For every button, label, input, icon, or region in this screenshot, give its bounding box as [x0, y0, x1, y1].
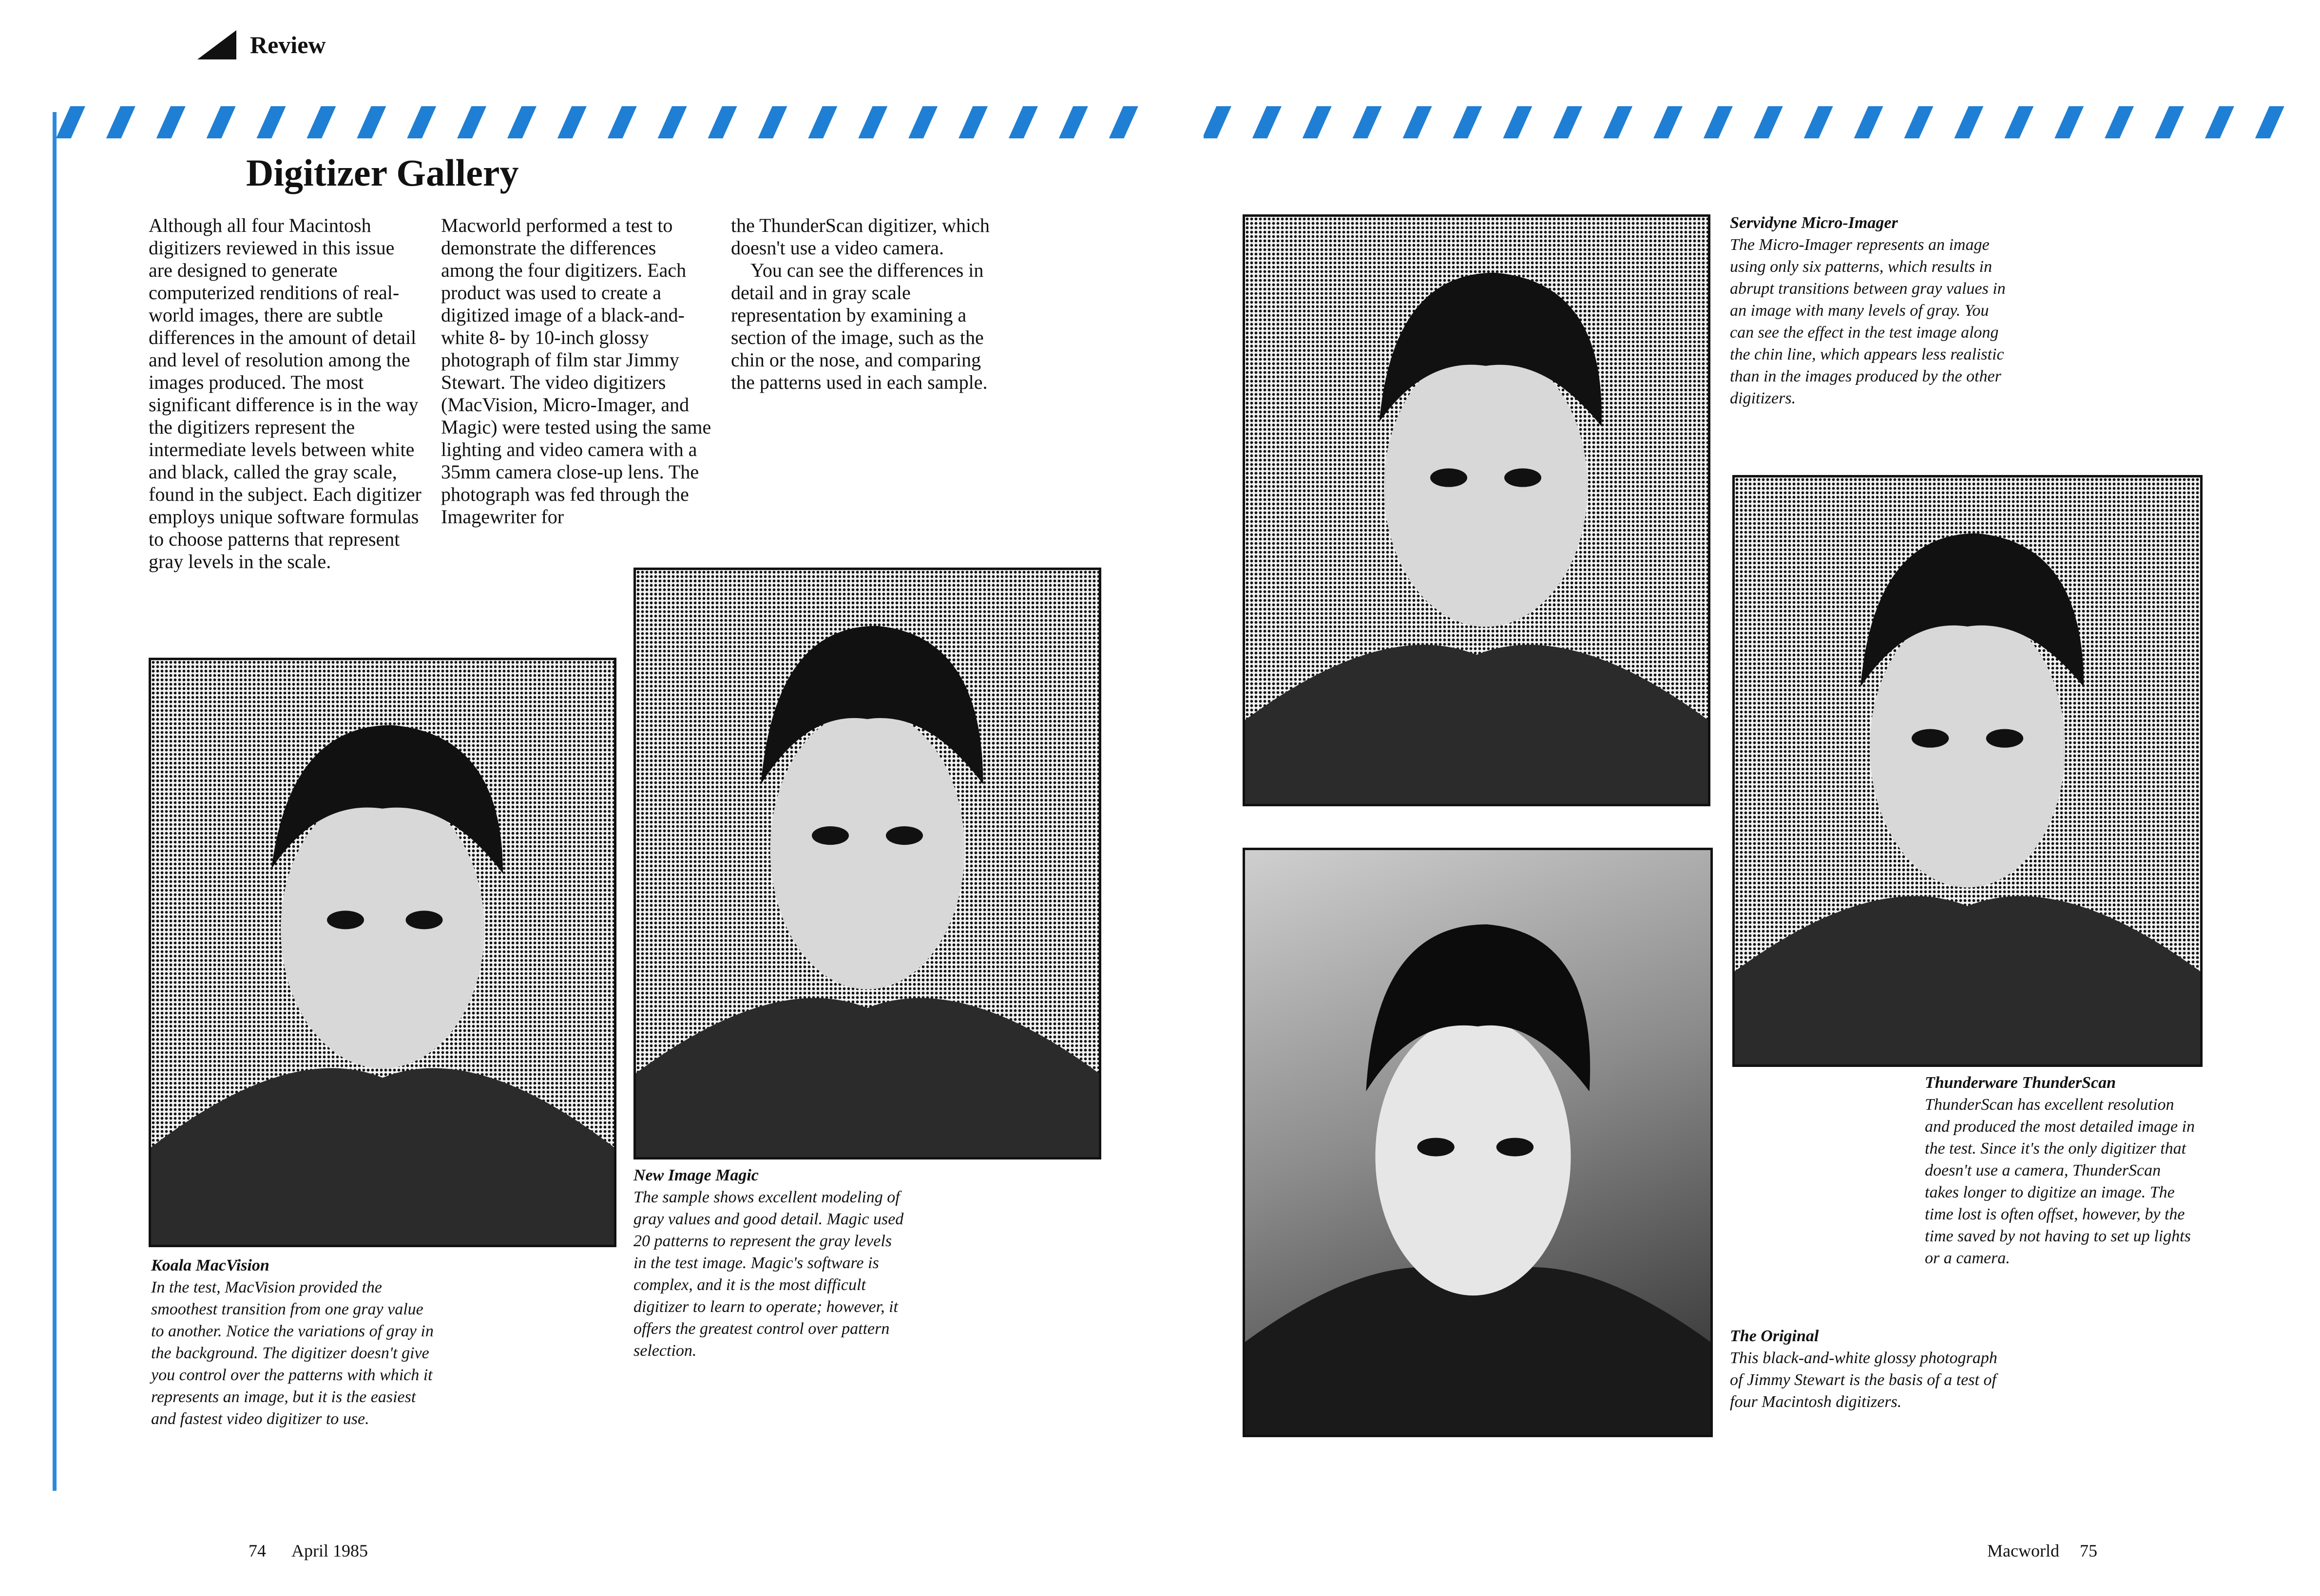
margin-rule [53, 112, 57, 1491]
triangle-icon [197, 30, 236, 59]
body-paragraph: Macworld performed a test to demonstrate the differences among the four digitizers. Each product was used to create a digitized image of a black-and-white 8- by 10-inch glossy photograph of film star Jimmy Stewart. The video digitizers (MacVision, Micro-Imager, and Magic) were tested using the same lighting and video camera with a 35mm camera close-up lens. The photograph was fed through the Imagewriter for [441, 214, 711, 528]
caption-text: This black-and-white glossy photograph of Jimmy Stewart is the basis of a test of four Macintosh digitizers. [1730, 1349, 1997, 1411]
section-label [197, 30, 326, 59]
caption-heading: New Image Magic [633, 1166, 759, 1184]
section-text: Review [250, 31, 326, 58]
servidyne-micro-imager-image [1243, 214, 1710, 806]
new-image-magic-image [633, 568, 1101, 1159]
caption-text: In the test, MacVision provided the smoothest transition from one gray value to another. Notice the variations of gray in the background. The digitizer doesn't give you control over the patterns with which it represents an image, but it is the easiest and fastest video digitizer to use. [151, 1278, 434, 1428]
portrait-image [636, 570, 1099, 1157]
caption-heading: Thunderware ThunderScan [1925, 1074, 2116, 1092]
caption-heading: Koala MacVision [151, 1256, 269, 1274]
original-photo-image [1243, 848, 1713, 1437]
caption-heading: Servidyne Micro-Imager [1730, 214, 1898, 232]
magazine-name: Macworld [1987, 1541, 2059, 1560]
body-column-3 [731, 214, 1004, 394]
article-title: Digitizer Gallery [246, 152, 519, 194]
caption-text: ThunderScan has excellent resolution and produced the most detailed image in the test. Since it's the only digitizer that doesn't use a camera, ThunderScan takes longer to digitize an image. The time lost is often offset, however, by the time saved by not having to set up lights or a camera. [1925, 1096, 2195, 1267]
stripe-band-right [1204, 106, 2290, 138]
portrait-image [1245, 217, 1708, 804]
body-paragraph: the ThunderScan digitizer, which doesn't use a video camera. [731, 214, 990, 259]
body-paragraph: You can see the differences in detail and in gray scale representation by examining a section of the image, such as the chin or the nose, and comparing the patterns used in each sample. [731, 259, 988, 393]
body-paragraph: Although all four Macintosh digitizers reviewed in this issue are designed to generate computerized renditions of real-world images, there are subtle differences in the amount of detail and level of resolution among the images produced. The most significant difference is in the way the digitizers represent the intermediate levels between white and black, called the gray scale, found in the subject. Each digitizer employs unique software formulas to choose patterns that represent gray levels in the scale. [149, 214, 422, 572]
caption-servidyne [1730, 212, 2008, 409]
page-number-right: 75 [2080, 1541, 2097, 1560]
caption-heading: The Original [1730, 1327, 1819, 1345]
caption-text: The Micro-Imager represents an image using only six patterns, which results in abrupt transitions between gray values in an image with many levels of gray. You can see the effect in the test image along the chin line, which appears less realistic than in the images produced by the other digitizers. [1730, 236, 2006, 407]
caption-original [1730, 1325, 2003, 1413]
caption-koala [151, 1254, 434, 1430]
portrait-image [151, 660, 614, 1245]
caption-magic [633, 1164, 906, 1362]
caption-thunder [1925, 1072, 2198, 1269]
caption-text: The sample shows excellent modeling of gray values and good detail. Magic used 20 patterns to represent the gray levels in the test image. Magic's software is complex, and it is the most difficult digitizer to learn to operate; however, it offers the greatest control over pattern selection. [633, 1188, 904, 1360]
body-column-2 [441, 214, 714, 528]
portrait-image [1735, 477, 2200, 1064]
koala-macvision-image [149, 658, 616, 1247]
issue-date: April 1985 [291, 1541, 368, 1560]
body-column-1 [149, 214, 422, 573]
thunderware-thunderscan-image [1732, 475, 2203, 1067]
page-number-left: 74 [249, 1541, 266, 1560]
portrait-image [1245, 850, 1710, 1435]
stripe-band-left [53, 106, 1144, 138]
